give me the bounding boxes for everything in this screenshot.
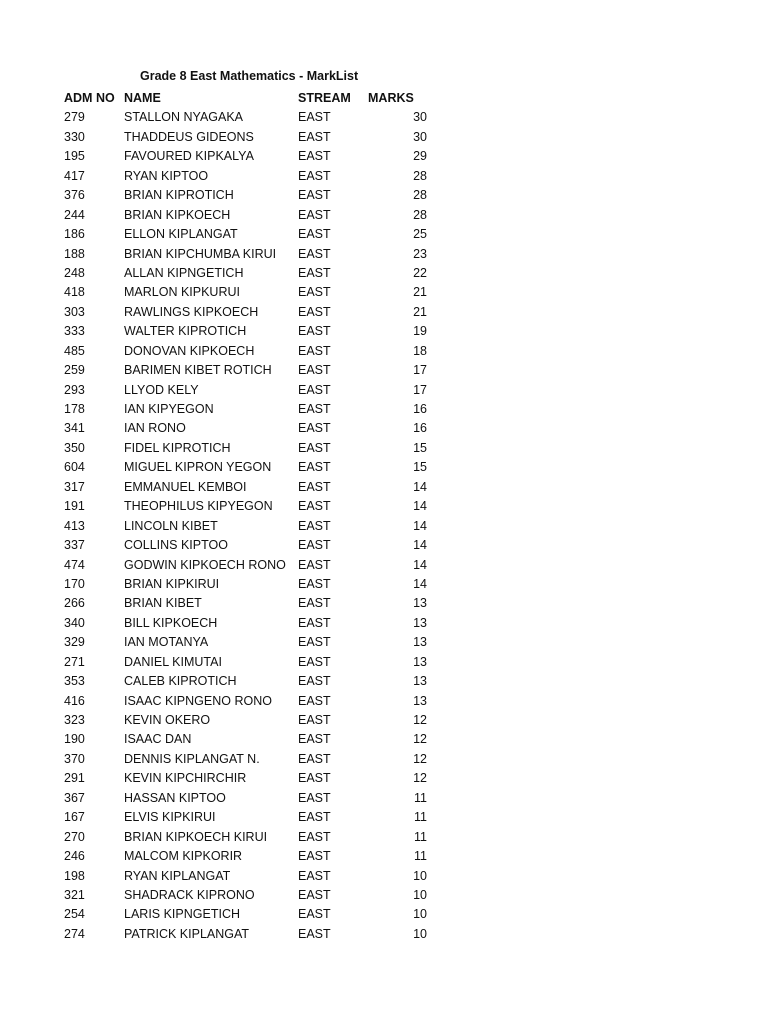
stream-cell: EAST — [298, 440, 331, 455]
adm-no-cell: 190 — [64, 732, 85, 747]
marks-cell: 12 — [413, 732, 427, 747]
adm-no-cell: 370 — [64, 751, 85, 766]
stream-cell: EAST — [298, 810, 331, 825]
adm-no-cell: 376 — [64, 188, 85, 203]
name-cell: BARIMEN KIBET ROTICH — [124, 363, 272, 378]
name-cell: IAN RONO — [124, 421, 186, 436]
stream-cell: EAST — [298, 751, 331, 766]
adm-no-cell: 191 — [64, 499, 85, 514]
marks-cell: 19 — [413, 324, 427, 339]
stream-cell: EAST — [298, 168, 331, 183]
marks-cell: 13 — [413, 635, 427, 650]
marks-cell: 16 — [413, 402, 427, 416]
stream-cell: EAST — [298, 246, 331, 261]
name-cell: HASSAN KIPTOO — [124, 790, 226, 805]
stream-cell: EAST — [298, 479, 331, 494]
adm-no-cell: 321 — [64, 887, 85, 902]
adm-no-cell: 259 — [64, 363, 85, 378]
name-cell: BRIAN KIPKOECH KIRUI — [124, 829, 268, 844]
stream-cell: EAST — [298, 285, 331, 300]
marks-cell: 29 — [413, 149, 427, 164]
name-cell: THEOPHILUS KIPYEGON — [124, 499, 273, 514]
stream-cell: EAST — [298, 849, 331, 864]
marks-cell: 30 — [413, 129, 427, 144]
adm-no-cell: 340 — [64, 615, 85, 630]
adm-no-cell: 485 — [64, 343, 85, 358]
marks-cell: 11 — [414, 849, 427, 864]
marks-cell: 13 — [413, 596, 427, 611]
name-cell: KEVIN OKERO — [124, 713, 211, 727]
stream-cell: EAST — [298, 576, 331, 591]
adm-no-cell: 329 — [64, 635, 85, 650]
adm-no-cell: 186 — [64, 227, 85, 242]
stream-cell: EAST — [298, 499, 331, 514]
adm-no-cell: 198 — [64, 868, 85, 883]
name-cell: LINCOLN KIBET — [124, 518, 218, 533]
marks-cell: 13 — [413, 693, 427, 708]
adm-no-cell: 418 — [64, 285, 85, 300]
marks-cell: 22 — [413, 265, 427, 280]
marks-cell: 23 — [413, 246, 427, 261]
adm-no-cell: 279 — [64, 110, 85, 125]
header-name: NAME — [124, 91, 161, 105]
adm-no-cell: 266 — [64, 596, 85, 611]
adm-no-cell: 293 — [64, 382, 85, 397]
adm-no-cell: 367 — [64, 790, 85, 805]
name-cell: PATRICK KIPLANGAT — [124, 926, 250, 941]
name-cell: RYAN KIPTOO — [124, 168, 209, 183]
stream-cell: EAST — [298, 304, 331, 319]
adm-no-cell: 271 — [64, 654, 85, 669]
name-cell: LARIS KIPNGETICH — [124, 907, 240, 922]
stream-cell: EAST — [298, 538, 331, 553]
stream-cell: EAST — [298, 907, 331, 922]
name-cell: MARLON KIPKURUI — [124, 285, 240, 300]
name-cell: DENNIS KIPLANGAT N. — [124, 751, 260, 766]
stream-cell: EAST — [298, 363, 331, 378]
name-cell: FAVOURED KIPKALYA — [124, 149, 254, 164]
name-cell: MALCOM KIPKORIR — [124, 849, 243, 864]
name-cell: ALLAN KIPNGETICH — [124, 265, 244, 280]
marks-cell: 11 — [414, 829, 427, 844]
name-cell: GODWIN KIPKOECH RONO — [124, 557, 286, 572]
marks-cell: 14 — [413, 499, 427, 514]
stream-cell: EAST — [298, 557, 331, 572]
marks-cell: 10 — [413, 907, 427, 922]
name-cell: DANIEL KIMUTAI — [124, 654, 222, 669]
marks-cell: 17 — [413, 382, 427, 397]
adm-no-cell: 303 — [64, 304, 85, 319]
adm-no-cell: 474 — [64, 557, 85, 572]
name-cell: IAN KIPYEGON — [124, 402, 214, 416]
adm-no-cell: 244 — [64, 207, 85, 222]
marks-cell: 15 — [413, 440, 427, 455]
name-cell: ELLON KIPLANGAT — [124, 227, 238, 242]
name-cell: BRIAN KIBET — [124, 596, 202, 611]
marks-cell: 21 — [413, 304, 427, 319]
name-cell: MIGUEL KIPRON YEGON — [124, 460, 272, 475]
name-cell: SHADRACK KIPRONO — [124, 887, 255, 902]
adm-no-cell: 291 — [64, 771, 85, 786]
name-cell: BRIAN KIPCHUMBA KIRUI — [124, 246, 277, 261]
stream-cell: EAST — [298, 732, 331, 747]
name-cell: KEVIN KIPCHIRCHIR — [124, 771, 247, 786]
marks-cell: 10 — [413, 887, 427, 902]
name-cell: FIDEL KIPROTICH — [124, 440, 231, 455]
stream-cell: EAST — [298, 149, 331, 164]
stream-cell: EAST — [298, 265, 331, 280]
stream-cell: EAST — [298, 713, 331, 727]
stream-cell: EAST — [298, 518, 331, 533]
adm-no-cell: 246 — [64, 849, 85, 864]
marks-cell: 12 — [413, 713, 427, 727]
name-cell: BRIAN KIPKOECH — [124, 207, 231, 222]
header-stream: STREAM — [298, 91, 351, 105]
stream-cell: EAST — [298, 790, 331, 805]
name-cell: RYAN KIPLANGAT — [124, 868, 231, 883]
marks-cell: 14 — [413, 538, 427, 553]
stream-cell: EAST — [298, 207, 331, 222]
stream-cell: EAST — [298, 887, 331, 902]
adm-no-cell: 270 — [64, 829, 85, 844]
adm-no-cell: 337 — [64, 538, 85, 553]
adm-no-cell: 341 — [64, 421, 85, 436]
marks-cell: 18 — [413, 343, 427, 358]
stream-cell: EAST — [298, 615, 331, 630]
name-cell: BILL KIPKOECH — [124, 615, 218, 630]
name-cell: ISAAC KIPNGENO RONO — [124, 693, 272, 708]
adm-no-cell: 416 — [64, 693, 85, 708]
marks-cell: 14 — [413, 557, 427, 572]
stream-cell: EAST — [298, 110, 331, 125]
adm-no-cell: 178 — [64, 402, 85, 416]
name-cell: RAWLINGS KIPKOECH — [124, 304, 259, 319]
adm-no-cell: 195 — [64, 149, 85, 164]
marks-cell: 14 — [413, 576, 427, 591]
page-title: Grade 8 East Mathematics - MarkList — [140, 69, 359, 83]
name-cell: WALTER KIPROTICH — [124, 324, 247, 339]
marks-cell: 15 — [413, 460, 427, 475]
adm-no-cell: 323 — [64, 713, 85, 727]
adm-no-cell: 333 — [64, 324, 85, 339]
stream-cell: EAST — [298, 402, 331, 416]
name-cell: ISAAC DAN — [124, 732, 192, 747]
adm-no-cell: 167 — [64, 810, 85, 825]
marks-cell: 12 — [413, 771, 427, 786]
adm-no-cell: 317 — [64, 479, 85, 494]
marks-cell: 28 — [413, 168, 427, 183]
stream-cell: EAST — [298, 829, 331, 844]
adm-no-cell: 604 — [64, 460, 85, 475]
marks-cell: 28 — [413, 207, 427, 222]
marks-cell: 14 — [413, 518, 427, 533]
stream-cell: EAST — [298, 227, 331, 242]
marks-cell: 28 — [413, 188, 427, 203]
adm-no-cell: 248 — [64, 265, 85, 280]
name-cell: COLLINS KIPTOO — [124, 538, 228, 553]
stream-cell: EAST — [298, 188, 331, 203]
marks-cell: 12 — [413, 751, 427, 766]
stream-cell: EAST — [298, 693, 331, 708]
marks-cell: 14 — [413, 479, 427, 494]
stream-cell: EAST — [298, 674, 331, 689]
stream-cell: EAST — [298, 129, 331, 144]
name-cell: BRIAN KIPROTICH — [124, 188, 234, 203]
name-cell: STALLON NYAGAKA — [124, 110, 244, 125]
marks-cell: 30 — [413, 110, 427, 125]
name-cell: EMMANUEL KEMBOI — [124, 479, 247, 494]
marks-cell: 21 — [413, 285, 427, 300]
marks-cell: 11 — [414, 790, 427, 805]
marks-cell: 17 — [413, 363, 427, 378]
marks-cell: 13 — [413, 674, 427, 689]
marks-cell: 10 — [413, 926, 427, 941]
stream-cell: EAST — [298, 382, 331, 397]
adm-no-cell: 188 — [64, 246, 85, 261]
adm-no-cell: 417 — [64, 168, 85, 183]
marks-cell: 13 — [413, 615, 427, 630]
stream-cell: EAST — [298, 460, 331, 475]
marks-cell: 16 — [413, 421, 427, 436]
adm-no-cell: 170 — [64, 576, 85, 591]
marks-cell: 10 — [413, 868, 427, 883]
name-cell: LLYOD KELY — [124, 382, 199, 397]
adm-no-cell: 353 — [64, 674, 85, 689]
stream-cell: EAST — [298, 868, 331, 883]
name-cell: THADDEUS GIDEONS — [124, 129, 254, 144]
stream-cell: EAST — [298, 324, 331, 339]
marks-cell: 13 — [413, 654, 427, 669]
stream-cell: EAST — [298, 771, 331, 786]
stream-cell: EAST — [298, 654, 331, 669]
name-cell: DONOVAN KIPKOECH — [124, 343, 255, 358]
adm-no-cell: 274 — [64, 926, 85, 941]
header-marks: MARKS — [368, 91, 414, 105]
marks-cell: 11 — [414, 810, 427, 825]
name-cell: ELVIS KIPKIRUI — [124, 810, 216, 825]
adm-no-cell: 330 — [64, 129, 85, 144]
name-cell: CALEB KIPROTICH — [124, 674, 237, 689]
stream-cell: EAST — [298, 926, 331, 941]
stream-cell: EAST — [298, 596, 331, 611]
stream-cell: EAST — [298, 635, 331, 650]
stream-cell: EAST — [298, 421, 331, 436]
name-cell: IAN MOTANYA — [124, 635, 209, 650]
name-cell: BRIAN KIPKIRUI — [124, 576, 220, 591]
stream-cell: EAST — [298, 343, 331, 358]
marks-cell: 25 — [413, 227, 427, 242]
header-adm-no: ADM NO — [64, 91, 115, 105]
adm-no-cell: 350 — [64, 440, 85, 455]
adm-no-cell: 413 — [64, 518, 85, 533]
adm-no-cell: 254 — [64, 907, 85, 922]
